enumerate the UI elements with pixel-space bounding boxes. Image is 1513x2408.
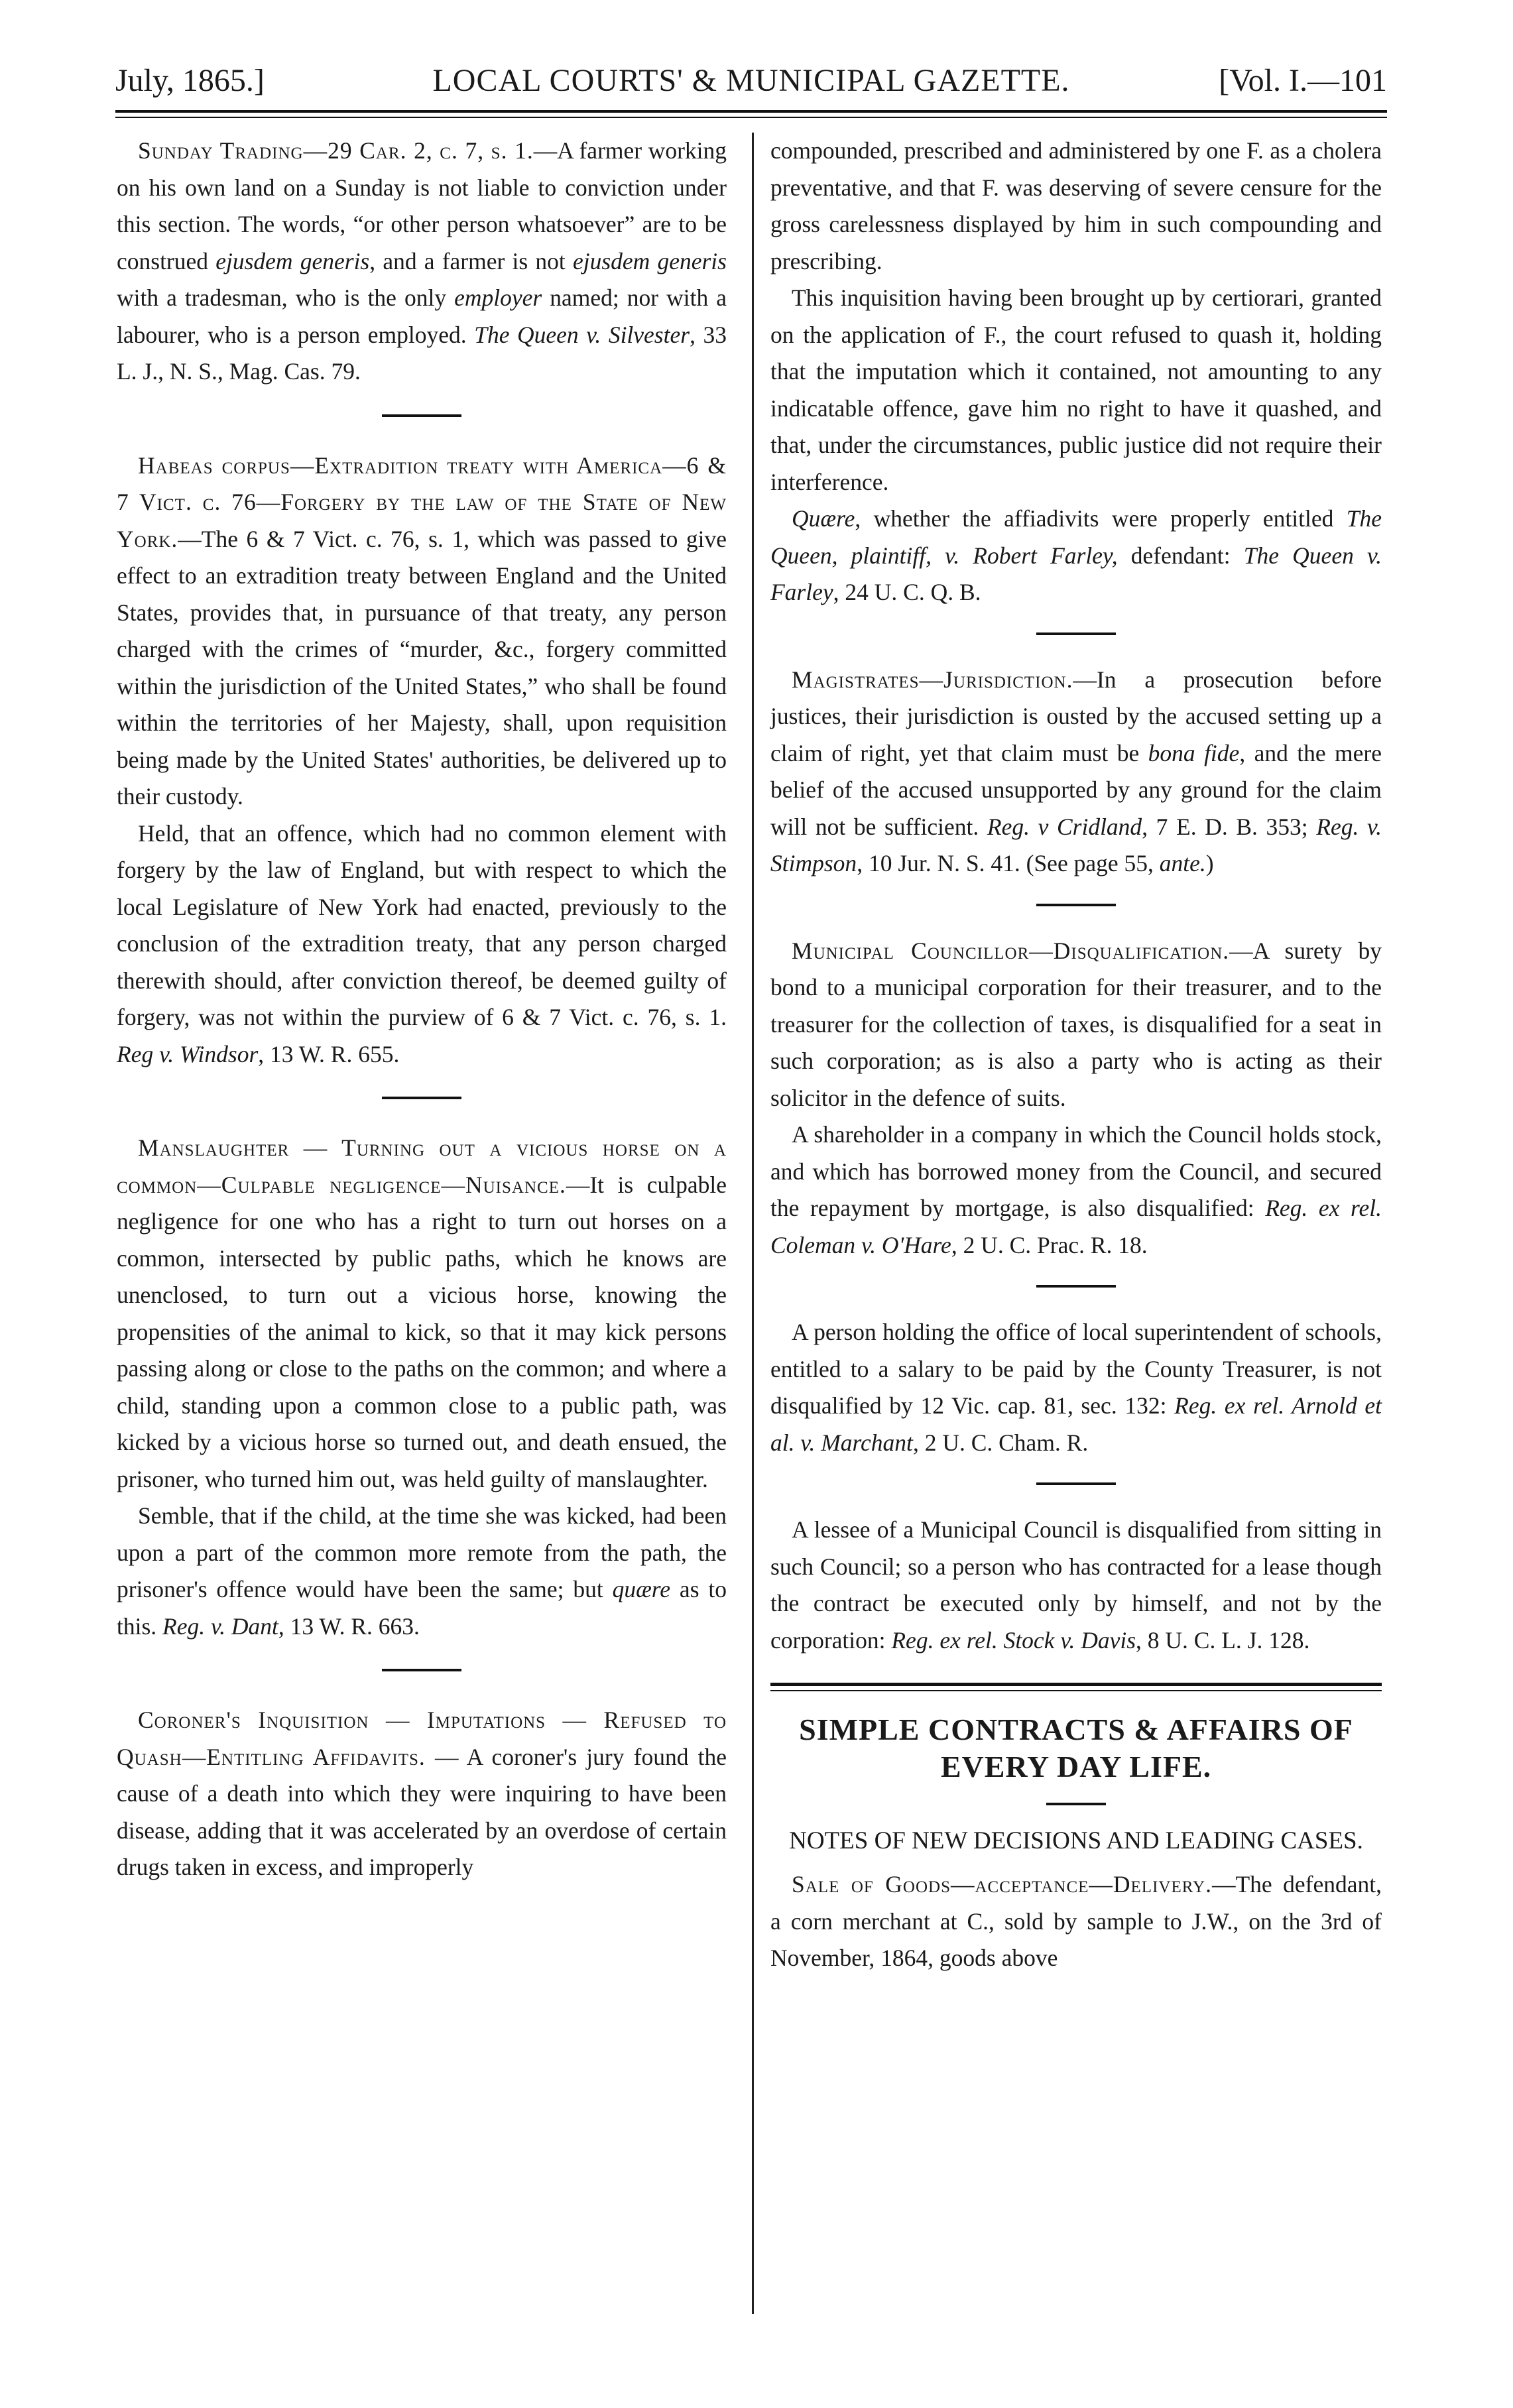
entry-heading: Municipal Councillor—Disqualification. [792, 937, 1230, 964]
entry-sale-of-goods: Sale of Goods—acceptance—Delivery.—The defendant, a corn merchant at C., sold by sample to J.W., on the 3rd of November, 1864, goods above [770, 1871, 1382, 1971]
case-citation: Reg. v. Dant [162, 1612, 278, 1640]
entry-sunday-trading: Sunday Trading—29 Car. 2, c. 7, s. 1.—A farmer working on his own land on a Sunday is not liable to conviction under this section. The words, “or other person whatsoever” are to be construed ejusdem generis, and a farmer is not ejusdem generis with a tradesman, who is the only employer named; nor with a labourer, who is a person employed. The Queen v. Silvester, 33 L. J., N. S., Mag. Cas. 79. [117, 137, 727, 385]
section-separator [1036, 1482, 1116, 1485]
section-separator [1036, 1285, 1116, 1288]
entry-lessee: A lessee of a Municipal Council is disqualified from sitting in such Council; so a person who has contracted for a lease though the contract be executed only by himself, and not by the corporation: Reg. ex rel. Stock v. Davis, 8 U. C. L. J. 128. [770, 1516, 1382, 1654]
section-separator [1046, 1803, 1106, 1805]
section-separator [1036, 632, 1116, 635]
entry-coroner: Coroner's Inquisition — Imputations — Refused to Quash—Entitling Affidavits. — A coroner's jury found the cause of a death into which they were inquiring to have been disease, adding that it was accelerated by an overdose of certain drugs taken in excess, and improperly [117, 1707, 727, 1880]
column-divider [752, 133, 754, 2314]
section-subtitle: NOTES OF NEW DECISIONS AND LEADING CASES. [789, 1827, 1363, 1854]
section-separator [382, 414, 461, 417]
case-citation: Reg. ex rel. Stock v. Davis [891, 1626, 1136, 1654]
running-header [115, 54, 1387, 107]
entry-heading: Manslaughter — Turning out a vicious horse on a common—Culpable negligence—Nuisance. [117, 1134, 727, 1198]
header-rule [115, 110, 1387, 113]
entry-heading: Magistrates—Jurisdiction. [792, 666, 1073, 693]
header-title: LOCAL COURTS' & MUNICIPAL GAZETTE. [432, 63, 1070, 98]
case-citation: Reg. v. Stimpson [770, 813, 1382, 876]
entry-heading: Sale of Goods—acceptance—Delivery. [792, 1871, 1212, 1897]
case-citation: Reg v. Windsor [117, 1040, 259, 1067]
entry-coroner-continued: compounded, prescribed and administered by one F. as a cholera preventative, and that F. was deserving of severe censure for the gross carelessness displayed by him in such compounding and prescribing. This inquisition having been brought up by certiorari, granted on the application of F., the court refused to quash it, holding that the imputation which it contained, not amounting to any indicatable offence, gave him no right to have it quashed, and that, under the circumstances, public justice did not require their interference. Quære, whether the affiadivits were properly entitled The Queen, plaintiff, v. Robert Farley, defendant: The Queen v. Farley, 24 U. C. Q. B. [770, 137, 1382, 605]
header-date: July, 1865.] [115, 63, 265, 98]
section-double-rule-thin [770, 1690, 1382, 1691]
entry-manslaughter: Manslaughter — Turning out a vicious horse on a common—Culpable negligence—Nuisance.—It is culpable negligence for one who has a right to turn out horses on a common, intersected by public paths, which he knows are unenclosed, to turn out a vicious horse, knowing the propensities of the animal to kick, so that it may kick persons passing along or close to the paths on the common; and where a child, standing upon a common close to a public path, was kicked by a vicious horse so turned out, and death ensued, the prisoner, who turned him out, was held guilty of manslaughter. Semble, that if the child, at the time she was kicked, had been upon a part of the common more remote from the path, the prisoner's offence would have been the same; but quære as to this. Reg. v. Dant, 13 W. R. 663. [117, 1134, 727, 1640]
section-double-rule [770, 1683, 1382, 1686]
left-column [117, 133, 727, 1886]
entry-heading: Sunday Trading—29 Car. 2, c. 7, s. 1. [138, 137, 534, 164]
entry-heading: Habeas corpus—Extradition treaty with America—6 & 7 Vict. c. 76—Forgery by the law of the State of New York. [117, 452, 727, 552]
section-separator [1036, 904, 1116, 906]
case-citation: Reg. ex rel. Arnold et al. v. Marchant [770, 1392, 1382, 1456]
entry-superintendent: A person holding the office of local superintendent of schools, entitled to a salary to be paid by the County Treasurer, is not disqualified by 12 Vic. cap. 81, sec. 132: Reg. ex rel. Arnold et al. v. Marchant, 2 U. C. Cham. R. [770, 1319, 1382, 1456]
entry-municipal-councillor: Municipal Councillor—Disqualification.—A surety by bond to a municipal corporation for their treasurer, and to the treasurer for the collection of taxes, is disqualified for a seat in such corporation; as is also a party who is acting as their solicitor in the defence of suits. A shareholder in a company in which the Council holds stock, and which has borrowed money from the Council, and secured the repayment by mortgage, is also disqualified: Reg. ex rel. Coleman v. O'Hare, 2 U. C. Prac. R. 18. [770, 937, 1382, 1258]
header-rule-thin [115, 117, 1387, 118]
entry-habeas-corpus: Habeas corpus—Extradition treaty with America—6 & 7 Vict. c. 76—Forgery by the law of the State of New York.—The 6 & 7 Vict. c. 76, s. 1, which was passed to give effect to an extradition treaty between England and the United States, provides that, in pursuance of that treaty, any person charged with the crimes of “murder, &c., forgery committed within the jurisdiction of the United States,” who shall be found within the territories of her Majesty, shall, upon requisition being made by the United States' authorities, be delivered up to their custody. Held, that an offence, which had no common element with forgery by the law of England, but with respect to which the local Legislature of New York had enacted, previously to the conclusion of the extradition treaty, that any person charged therewith should, after conviction thereof, be deemed guilty of forgery, was not within the purview of 6 & 7 Vict. c. 76, s. 1. Reg v. Windsor, 13 W. R. 655. [117, 452, 727, 1067]
entry-magistrates: Magistrates—Jurisdiction.—In a prosecution before justices, their jurisdiction is ousted by the accused setting up a claim of right, yet that claim must be bona fide, and the mere belief of the accused unsupported by any ground for the claim will not be sufficient. Reg. v Cridland, 7 E. D. B. 353; Reg. v. Stimpson, 10 Jur. N. S. 41. (See page 55, ante.) [770, 666, 1382, 876]
section-separator [382, 1097, 461, 1099]
header-volume-page: [Vol. I.—101 [1219, 63, 1387, 98]
section-separator [382, 1669, 461, 1671]
case-citation: Reg. v Cridland [987, 813, 1142, 840]
section-title: SIMPLE CONTRACTS & AFFAIRS OF EVERY DAY LIFE. [799, 1713, 1353, 1783]
case-citation: The Queen v. Farley [770, 542, 1382, 605]
case-citation: Reg. ex rel. Coleman v. O'Hare [770, 1195, 1382, 1258]
entry-heading: Coroner's Inquisition — Imputations — Refused to Quash—Entitling Affidavits. [117, 1707, 727, 1770]
case-citation: The Queen v. Silvester [474, 321, 690, 348]
right-column [770, 133, 1382, 1977]
